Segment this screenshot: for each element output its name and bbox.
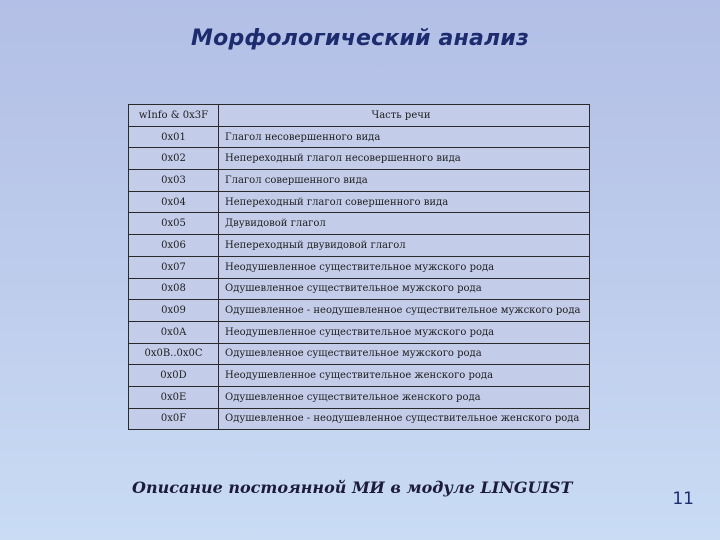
header-code: wInfo & 0x3F [129, 105, 219, 127]
code-cell: 0x0F [129, 408, 219, 430]
part-of-speech-cell: Одушевленное существительное женского рода [219, 386, 590, 408]
table-row [129, 170, 590, 192]
code-cell: 0x02 [129, 148, 219, 170]
part-of-speech-cell: Одушевленное - неодушевленное существительное мужского рода [219, 300, 590, 322]
part-of-speech-cell: Одушевленное существительное мужского рода [219, 278, 590, 300]
table-row [129, 126, 590, 148]
table-row [129, 408, 590, 430]
part-of-speech-cell: Непереходный глагол совершенного вида [219, 191, 590, 213]
part-of-speech-cell: Двувидовой глагол [219, 213, 590, 235]
header-part-of-speech: Часть речи [219, 105, 590, 127]
table-row [129, 191, 590, 213]
code-cell: 0x06 [129, 235, 219, 257]
code-cell: 0x0E [129, 386, 219, 408]
table-row [129, 256, 590, 278]
part-of-speech-cell: Неодушевленное существительное женского рода [219, 365, 590, 387]
part-of-speech-cell: Неодушевленное существительное мужского рода [219, 321, 590, 343]
code-cell: 0x05 [129, 213, 219, 235]
code-cell: 0x01 [129, 126, 219, 148]
table-row [129, 343, 590, 365]
table-header-row [129, 105, 590, 127]
table-row [129, 365, 590, 387]
slide-title: Морфологический анализ [191, 26, 529, 51]
table-row [129, 321, 590, 343]
part-of-speech-cell: Одушевленное - неодушевленное существительное женского рода [219, 408, 590, 430]
table-row [129, 213, 590, 235]
morphology-table [128, 104, 590, 430]
table-row [129, 235, 590, 257]
part-of-speech-cell: Непереходный двувидовой глагол [219, 235, 590, 257]
table-row [129, 278, 590, 300]
code-cell: 0x0B..0x0C [129, 343, 219, 365]
table-row [129, 148, 590, 170]
code-cell: 0x04 [129, 191, 219, 213]
part-of-speech-cell: Глагол совершенного вида [219, 170, 590, 192]
part-of-speech-cell: Неодушевленное существительное мужского рода [219, 256, 590, 278]
part-of-speech-cell: Глагол несовершенного вида [219, 126, 590, 148]
code-cell: 0x07 [129, 256, 219, 278]
code-cell: 0x09 [129, 300, 219, 322]
code-cell: 0x08 [129, 278, 219, 300]
part-of-speech-cell: Одушевленное существительное мужского рода [219, 343, 590, 365]
code-cell: 0x0A [129, 321, 219, 343]
table-row [129, 300, 590, 322]
table-row [129, 386, 590, 408]
page-number: 11 [672, 489, 694, 509]
code-cell: 0x03 [129, 170, 219, 192]
slide-caption: Описание постоянной МИ в модуле LINGUIST [132, 478, 573, 497]
code-cell: 0x0D [129, 365, 219, 387]
part-of-speech-cell: Непереходный глагол несовершенного вида [219, 148, 590, 170]
